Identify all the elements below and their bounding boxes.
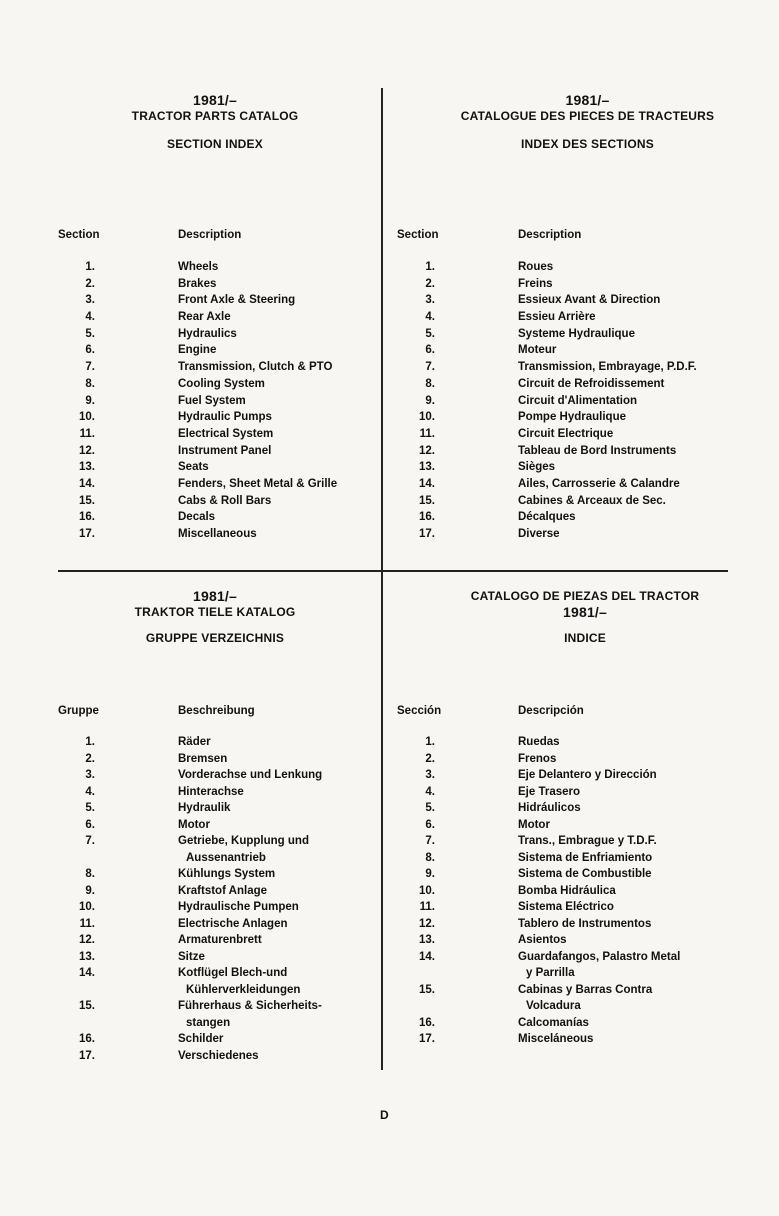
- item-description: Eje Delantero y Dirección: [518, 769, 657, 781]
- item-number: 15.: [79, 494, 95, 507]
- list-item: [390, 411, 735, 428]
- item-description: Eje Trasero: [518, 785, 581, 798]
- item-description: Roues: [518, 261, 554, 273]
- item-description: Kraftstof Anlage: [178, 884, 268, 897]
- item-description: Cabinas y Barras Contra: [518, 983, 653, 996]
- list-item: [390, 294, 735, 311]
- list-item: [55, 461, 377, 478]
- item-number: 8.: [85, 868, 95, 880]
- german-col-desc: Beschreibung: [178, 705, 255, 717]
- item-number: 4.: [85, 311, 95, 324]
- list-item: [390, 901, 735, 918]
- item-description: Hydraulics: [178, 327, 237, 340]
- spanish-col-number: Sección: [397, 705, 442, 717]
- item-description: Circuit d'Alimentation: [518, 394, 638, 407]
- list-item: [390, 445, 735, 462]
- item-number: 10.: [79, 901, 95, 913]
- item-description: Armaturenbrett: [178, 934, 262, 946]
- item-description: Systeme Hydraulique: [518, 327, 635, 340]
- item-number: 6.: [85, 818, 95, 831]
- item-description: Sistema Eléctrico: [518, 901, 614, 913]
- list-item: [390, 378, 735, 395]
- item-number: 8.: [425, 851, 435, 864]
- item-description: Guardafangos, Palastro Metal: [518, 950, 681, 963]
- item-number: 14.: [419, 477, 435, 490]
- item-description: Motor: [178, 818, 210, 831]
- list-item: [55, 344, 377, 361]
- item-number: 1.: [85, 736, 95, 748]
- item-description: Circuit de Refroidissement: [518, 377, 665, 390]
- english-header: [120, 92, 310, 152]
- item-number: 16.: [419, 1016, 435, 1029]
- item-number: 6.: [425, 344, 435, 357]
- item-number: 1.: [85, 261, 95, 273]
- item-description: Instrument Panel: [178, 444, 272, 457]
- item-description: Transmission, Embrayage, P.D.F.: [518, 361, 697, 374]
- item-number: 6.: [425, 818, 435, 831]
- german-group-list: [55, 736, 377, 1066]
- item-number: 1.: [425, 736, 435, 748]
- item-description: Transmission, Clutch & PTO: [178, 361, 333, 374]
- list-item: [390, 278, 735, 295]
- list-item: [390, 495, 735, 512]
- item-number: 14.: [79, 967, 95, 979]
- item-number: 2.: [425, 277, 435, 290]
- spanish-section-list: [390, 736, 735, 1050]
- item-description: Cabs & Roll Bars: [178, 494, 272, 507]
- list-item: [55, 868, 377, 885]
- german-index: [55, 580, 377, 1062]
- item-number: 9.: [85, 394, 95, 407]
- item-number: 3.: [425, 294, 435, 307]
- list-item: [55, 528, 377, 545]
- item-number: 5.: [85, 802, 95, 814]
- item-number: 9.: [425, 394, 435, 407]
- item-number: 4.: [85, 785, 95, 798]
- item-description: Hydraulik: [178, 802, 231, 814]
- page-number: D: [380, 1108, 389, 1122]
- item-number: 17.: [79, 528, 95, 540]
- item-description: Hidráulicos: [518, 802, 581, 814]
- list-item: [55, 328, 377, 345]
- list-item: [55, 901, 377, 918]
- item-number: 14.: [79, 477, 95, 490]
- item-number: 10.: [419, 884, 435, 897]
- item-description: Räder: [178, 736, 211, 748]
- item-description: Sitze: [178, 950, 205, 963]
- item-number: 12.: [419, 444, 435, 457]
- item-number: 1.: [425, 261, 435, 273]
- item-description: Ruedas: [518, 736, 560, 748]
- list-item: [55, 395, 377, 412]
- item-number: 2.: [85, 277, 95, 290]
- item-number: 7.: [85, 835, 95, 847]
- list-item: [55, 819, 377, 836]
- list-item: [55, 786, 377, 803]
- item-number: 5.: [425, 802, 435, 814]
- item-description: Führerhaus & Sicherheits-: [178, 1000, 322, 1012]
- list-item: [55, 802, 377, 819]
- french-section-title: INDEX DES SECTIONS: [521, 137, 654, 151]
- list-item: [390, 1017, 735, 1034]
- item-number: 11.: [79, 427, 95, 440]
- item-number: 6.: [85, 344, 95, 357]
- spanish-title: CATALOGO DE PIEZAS DEL TRACTOR: [470, 589, 700, 603]
- list-item: [55, 311, 377, 328]
- list-item: [390, 361, 735, 378]
- list-item: [390, 1033, 735, 1050]
- list-item: [55, 495, 377, 512]
- item-number: 4.: [425, 311, 435, 324]
- spanish-index: [390, 580, 735, 1045]
- german-title: TRAKTOR TIELE KATALOG: [134, 605, 296, 619]
- german-year: 1981/–: [192, 588, 238, 604]
- item-number: 3.: [425, 769, 435, 781]
- item-number: 12.: [79, 444, 95, 457]
- item-number: 8.: [425, 377, 435, 390]
- list-item: [55, 885, 377, 902]
- item-number: 13.: [419, 934, 435, 946]
- item-description: Frenos: [518, 752, 557, 765]
- item-description-continued: Volcadura: [526, 1000, 581, 1012]
- list-item: [390, 344, 735, 361]
- item-description: Wheels: [178, 261, 219, 273]
- item-description: Moteur: [518, 344, 557, 357]
- list-item: [55, 478, 377, 495]
- list-item: [55, 769, 377, 786]
- item-description: Motor: [518, 818, 550, 831]
- list-item: [390, 528, 735, 545]
- list-item: [390, 428, 735, 445]
- item-number: 7.: [425, 835, 435, 847]
- list-item: [390, 511, 735, 528]
- item-description: Sistema de Enfriamiento: [518, 851, 653, 864]
- list-item: [390, 769, 735, 786]
- list-item: [55, 361, 377, 378]
- french-index: [390, 92, 735, 540]
- item-description-continued: Aussenantrieb: [186, 851, 266, 864]
- item-description: Décalques: [518, 511, 576, 524]
- item-description: Engine: [178, 344, 217, 357]
- spanish-year: 1981/–: [562, 604, 608, 620]
- list-item: [55, 278, 377, 295]
- item-description: Verschiedenes: [178, 1049, 259, 1062]
- english-index: [55, 92, 377, 540]
- item-number: 13.: [79, 461, 95, 474]
- list-item: [390, 918, 735, 935]
- item-number: 15.: [79, 1000, 95, 1012]
- item-number: 12.: [79, 934, 95, 946]
- item-number: 10.: [79, 411, 95, 424]
- list-item: [390, 461, 735, 478]
- french-col-number: Section: [397, 229, 439, 241]
- item-number: 11.: [419, 427, 435, 440]
- list-item: [55, 934, 377, 951]
- list-item: [55, 1033, 377, 1050]
- list-item: [390, 311, 735, 328]
- list-item: [55, 753, 377, 770]
- list-item: [55, 835, 377, 868]
- item-number: 11.: [79, 917, 95, 930]
- item-number: 9.: [425, 868, 435, 880]
- item-number: 8.: [85, 377, 95, 390]
- list-item: [390, 786, 735, 803]
- list-item: [390, 395, 735, 412]
- item-description: Cooling System: [178, 377, 265, 390]
- item-description: Hinterachse: [178, 785, 244, 798]
- item-number: 3.: [85, 294, 95, 307]
- item-description: Tablero de Instrumentos: [518, 917, 652, 930]
- item-number: 2.: [425, 752, 435, 765]
- english-section-title: SECTION INDEX: [167, 137, 263, 151]
- item-description: Asientos: [518, 934, 567, 946]
- english-col-number: Section: [58, 229, 100, 241]
- list-item: [55, 411, 377, 428]
- list-item: [390, 951, 735, 984]
- item-description: Hydraulische Pumpen: [178, 901, 299, 913]
- item-description: Sistema de Combustible: [518, 868, 652, 880]
- item-description: Fuel System: [178, 394, 246, 407]
- item-description: Fenders, Sheet Metal & Grille: [178, 477, 338, 490]
- item-number: 12.: [419, 917, 435, 930]
- item-description: Vorderachse und Lenkung: [178, 769, 323, 781]
- item-description: Electrische Anlagen: [178, 917, 288, 930]
- item-number: 4.: [425, 785, 435, 798]
- list-item: [55, 967, 377, 1000]
- item-number: 16.: [79, 511, 95, 524]
- item-description-continued: Kühlerverkleidungen: [186, 983, 301, 996]
- item-number: 17.: [419, 1033, 435, 1045]
- list-item: [390, 819, 735, 836]
- list-item: [390, 478, 735, 495]
- item-description: Essieu Arrière: [518, 311, 596, 324]
- vertical-divider: [381, 88, 383, 1070]
- item-number: 15.: [419, 983, 435, 996]
- item-description: Rear Axle: [178, 311, 231, 324]
- spanish-section-title: INDICE: [564, 631, 606, 645]
- item-number: 15.: [419, 494, 435, 507]
- item-number: 17.: [79, 1049, 95, 1062]
- item-description: Front Axle & Steering: [178, 294, 296, 307]
- german-header: [120, 588, 310, 646]
- french-col-desc: Description: [518, 229, 582, 241]
- list-item: [390, 328, 735, 345]
- list-item: [390, 753, 735, 770]
- list-item: [55, 918, 377, 935]
- list-item: [390, 934, 735, 951]
- item-number: 13.: [79, 950, 95, 963]
- item-description: Kühlungs System: [178, 868, 276, 880]
- item-number: 16.: [79, 1033, 95, 1045]
- german-section-title: GRUPPE VERZEICHNIS: [145, 631, 285, 645]
- item-description: Ailes, Carrosserie & Calandre: [518, 477, 680, 490]
- item-number: 3.: [85, 769, 95, 781]
- english-title: TRACTOR PARTS CATALOG: [131, 109, 299, 123]
- english-year: 1981/–: [192, 92, 238, 108]
- item-description: Misceláneous: [518, 1033, 594, 1045]
- list-item: [55, 261, 377, 278]
- english-section-list: [55, 261, 377, 545]
- list-item: [55, 378, 377, 395]
- list-item: [55, 736, 377, 753]
- list-item: [390, 802, 735, 819]
- item-description: Bomba Hidráulica: [518, 884, 616, 897]
- item-description-continued: y Parrilla: [526, 967, 575, 979]
- list-item: [390, 261, 735, 278]
- item-description: Tableau de Bord Instruments: [518, 444, 677, 457]
- item-number: 2.: [85, 752, 95, 765]
- item-description: Brakes: [178, 277, 217, 290]
- list-item: [390, 984, 735, 1017]
- item-description: Seats: [178, 461, 209, 474]
- item-description: Kotflügel Blech-und: [178, 967, 288, 979]
- list-item: [390, 885, 735, 902]
- item-description: Electrical System: [178, 427, 274, 440]
- item-number: 10.: [419, 411, 435, 424]
- item-description: Circuit Electrique: [518, 427, 614, 440]
- item-number: 17.: [419, 528, 435, 540]
- english-col-desc: Description: [178, 229, 242, 241]
- item-number: 16.: [419, 511, 435, 524]
- item-description: Hydraulic Pumps: [178, 411, 272, 424]
- list-item: [390, 736, 735, 753]
- list-item: [390, 835, 735, 852]
- item-description: Sièges: [518, 461, 556, 474]
- item-description: Miscellaneous: [178, 528, 257, 540]
- list-item: [55, 1050, 377, 1067]
- french-year: 1981/–: [565, 92, 610, 108]
- list-item: [55, 445, 377, 462]
- spanish-header: [450, 588, 720, 646]
- list-item: [55, 428, 377, 445]
- list-item: [55, 1000, 377, 1033]
- list-item: [55, 951, 377, 968]
- item-description: Schilder: [178, 1033, 224, 1045]
- item-number: 9.: [85, 884, 95, 897]
- item-number: 11.: [419, 901, 435, 913]
- item-description: Calcomanías: [518, 1016, 589, 1029]
- french-title: CATALOGUE DES PIECES DE TRACTEURS: [460, 109, 715, 123]
- item-number: 13.: [419, 461, 435, 474]
- item-description: Essieux Avant & Direction: [518, 294, 661, 307]
- item-description: Getriebe, Kupplung und: [178, 835, 309, 847]
- item-description: Trans., Embrague y T.D.F.: [518, 835, 657, 847]
- item-number: 5.: [85, 327, 95, 340]
- item-number: 7.: [85, 361, 95, 374]
- german-col-number: Gruppe: [58, 705, 99, 717]
- french-header: [440, 92, 735, 152]
- item-description: Diverse: [518, 528, 560, 540]
- item-number: 5.: [425, 327, 435, 340]
- list-item: [55, 511, 377, 528]
- item-number: 7.: [425, 361, 435, 374]
- list-item: [390, 868, 735, 885]
- item-description: Pompe Hydraulique: [518, 411, 626, 424]
- item-number: 14.: [419, 950, 435, 963]
- spanish-col-desc: Descripción: [518, 705, 584, 717]
- item-description: Decals: [178, 511, 216, 524]
- item-description-continued: stangen: [186, 1016, 231, 1029]
- french-section-list: [390, 261, 735, 545]
- horizontal-divider: [58, 570, 728, 572]
- list-item: [390, 852, 735, 869]
- item-description: Bremsen: [178, 752, 228, 765]
- item-description: Cabines & Arceaux de Sec.: [518, 494, 666, 507]
- item-description: Freins: [518, 277, 553, 290]
- list-item: [55, 294, 377, 311]
